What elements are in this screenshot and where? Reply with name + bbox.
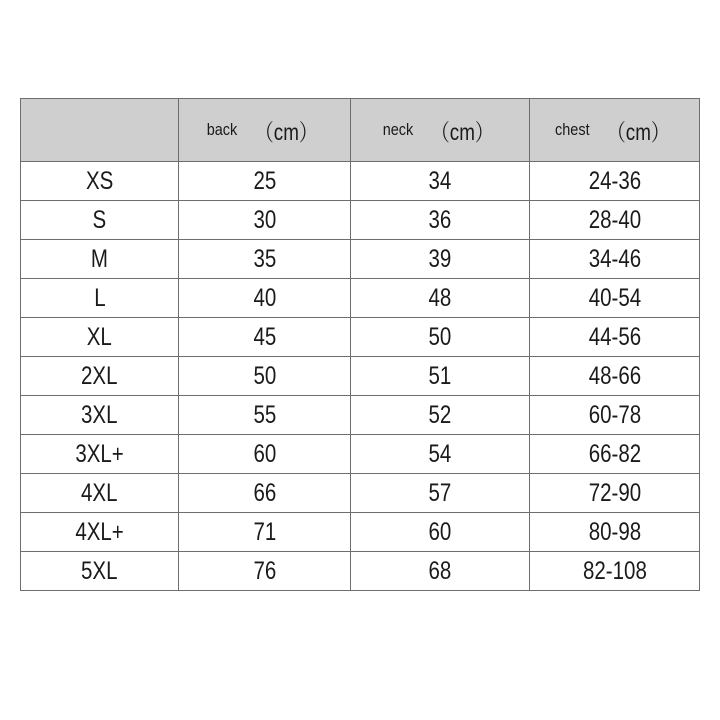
cell-back-value: 40: [253, 283, 276, 312]
table-row: [21, 318, 700, 357]
cell-chest: [530, 318, 700, 357]
cell-size: [21, 396, 179, 435]
cell-chest: [530, 279, 700, 318]
header-chest-unit: （cm）: [607, 118, 671, 145]
cell-chest-value: 66-82: [588, 439, 641, 468]
table-row: [21, 279, 700, 318]
cell-size-value: 4XL+: [75, 517, 124, 546]
table-row: [21, 201, 700, 240]
cell-back-value: 76: [253, 556, 276, 585]
cell-back-value: 50: [253, 361, 276, 390]
cell-back-value: 45: [253, 322, 276, 351]
cell-back-value: 25: [253, 166, 276, 195]
cell-chest: [530, 201, 700, 240]
cell-size: [21, 240, 179, 279]
cell-chest-value: 72-90: [588, 478, 641, 507]
cell-back: [179, 552, 351, 591]
cell-chest: [530, 513, 700, 552]
cell-chest-value: 40-54: [588, 283, 641, 312]
cell-chest: [530, 357, 700, 396]
cell-back-value: 55: [253, 400, 276, 429]
cell-neck-value: 34: [428, 166, 452, 195]
table-row: [21, 162, 700, 201]
cell-neck: [351, 318, 530, 357]
cell-size: [21, 162, 179, 201]
cell-back-value: 66: [253, 478, 276, 507]
cell-back: [179, 396, 351, 435]
table-row: [21, 552, 700, 591]
table-row: [21, 396, 700, 435]
cell-size-value: 3XL: [81, 400, 118, 429]
cell-chest: [530, 162, 700, 201]
cell-size-value: XS: [85, 166, 114, 195]
cell-size-value: XL: [86, 322, 113, 351]
cell-back: [179, 357, 351, 396]
cell-size: [21, 435, 179, 474]
cell-neck: [351, 201, 530, 240]
cell-back: [179, 162, 351, 201]
header-chest-label: chest: [554, 120, 590, 139]
cell-size-value: L: [93, 283, 106, 312]
cell-size: [21, 318, 179, 357]
cell-chest: [530, 396, 700, 435]
cell-neck-value: 39: [428, 244, 452, 273]
cell-back: [179, 513, 351, 552]
cell-back-value: 35: [253, 244, 276, 273]
cell-chest-value: 60-78: [588, 400, 641, 429]
table-row: [21, 357, 700, 396]
header-back-label: back: [206, 120, 238, 139]
size-chart-body: [21, 162, 700, 591]
cell-back: [179, 435, 351, 474]
cell-chest-value: 82-108: [582, 556, 647, 585]
cell-size: [21, 201, 179, 240]
cell-size: [21, 474, 179, 513]
cell-back: [179, 279, 351, 318]
cell-neck-value: 60: [428, 517, 452, 546]
cell-neck-value: 57: [428, 478, 452, 507]
cell-neck-value: 36: [428, 205, 452, 234]
cell-neck: [351, 162, 530, 201]
cell-neck-value: 68: [428, 556, 452, 585]
cell-chest: [530, 474, 700, 513]
header-neck-unit: （cm）: [430, 118, 494, 145]
cell-neck: [351, 396, 530, 435]
header-neck: [351, 99, 530, 162]
cell-back-value: 71: [253, 517, 276, 546]
cell-neck-value: 50: [428, 322, 452, 351]
cell-size-value: 2XL: [81, 361, 118, 390]
cell-neck: [351, 240, 530, 279]
header-neck-label: neck: [382, 120, 413, 139]
table-row: [21, 240, 700, 279]
table-row: [21, 474, 700, 513]
cell-size: [21, 552, 179, 591]
cell-neck: [351, 279, 530, 318]
cell-chest-value: 24-36: [588, 166, 641, 195]
cell-size-value: 4XL: [81, 478, 118, 507]
header-row: [21, 99, 700, 162]
cell-neck: [351, 357, 530, 396]
cell-neck-value: 51: [428, 361, 452, 390]
cell-neck-value: 52: [428, 400, 452, 429]
cell-size-value: S: [92, 205, 107, 234]
cell-size-value: M: [90, 244, 109, 273]
cell-chest: [530, 435, 700, 474]
cell-back: [179, 240, 351, 279]
cell-chest: [530, 552, 700, 591]
cell-chest-value: 34-46: [588, 244, 641, 273]
header-size: [21, 99, 179, 162]
cell-back-value: 30: [253, 205, 276, 234]
cell-chest: [530, 240, 700, 279]
cell-size: [21, 513, 179, 552]
cell-size: [21, 357, 179, 396]
size-chart-table: [20, 98, 700, 591]
cell-neck: [351, 474, 530, 513]
header-back-unit: （cm）: [255, 118, 318, 145]
cell-neck: [351, 513, 530, 552]
cell-size: [21, 279, 179, 318]
cell-neck: [351, 552, 530, 591]
cell-chest-value: 48-66: [588, 361, 641, 390]
cell-size-value: 3XL+: [75, 439, 124, 468]
header-chest: [530, 99, 700, 162]
table-row: [21, 435, 700, 474]
cell-chest-value: 44-56: [588, 322, 641, 351]
header-back: [179, 99, 351, 162]
cell-back-value: 60: [253, 439, 276, 468]
cell-neck-value: 48: [428, 283, 452, 312]
cell-neck: [351, 435, 530, 474]
size-chart-header: [21, 99, 700, 162]
cell-neck-value: 54: [428, 439, 452, 468]
cell-back: [179, 201, 351, 240]
cell-back: [179, 474, 351, 513]
cell-back: [179, 318, 351, 357]
cell-chest-value: 80-98: [588, 517, 641, 546]
cell-size-value: 5XL: [81, 556, 118, 585]
cell-chest-value: 28-40: [588, 205, 641, 234]
table-row: [21, 513, 700, 552]
